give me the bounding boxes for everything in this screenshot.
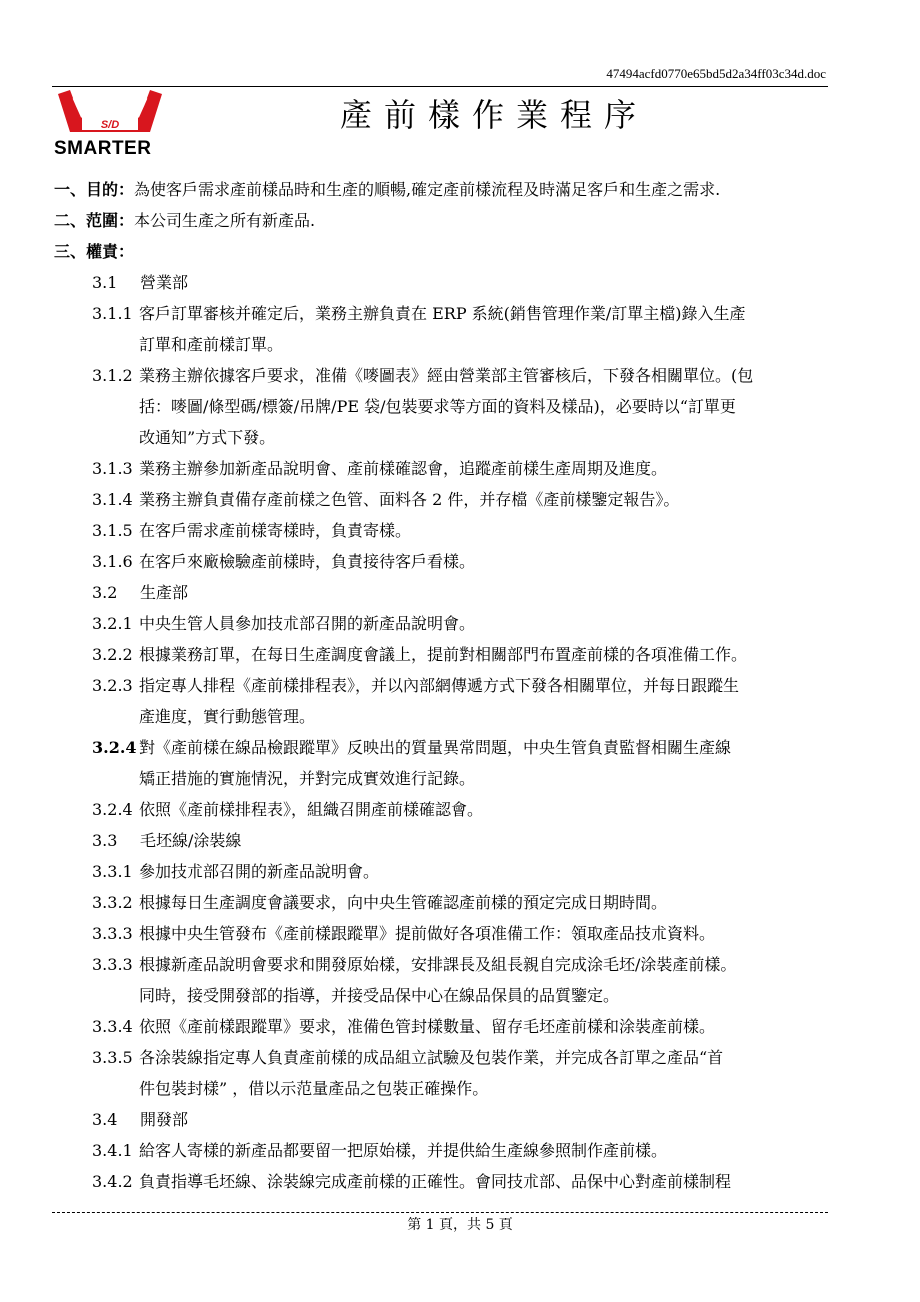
- list-item: 3.4.2 負責指導毛坯線、涂裝線完成產前樣的正確性。會同技朮部、品保中心對產前樣制程: [92, 1172, 732, 1191]
- list-item-cont: 括：嘜圖/條型碼/標簽/吊牌/PE 袋/包裝要求等方面的資料及樣品)，必要時以“訂單更: [139, 397, 736, 416]
- list-item: 3.2.4 依照《產前樣排程表》，組織召開產前樣確認會。: [92, 800, 484, 819]
- list-item: 3.1.4 業務主辦負責備存產前樣之色管、面料各 2 件，并存檔《產前樣鑒定報告》。: [92, 490, 680, 509]
- logo-mark: S/D: [100, 119, 120, 131]
- section-scope: 二、范圍：本公司生產之所有新產品.: [54, 211, 316, 230]
- list-item-cont: 件包裝封樣” ，借以示范量產品之包裝正確操作。: [139, 1079, 489, 1098]
- header-rule: [52, 86, 828, 87]
- subsection-heading: 3.4 開發部: [92, 1110, 189, 1129]
- list-item: 3.1.3 業務主辦參加新產品說明會、產前樣確認會，追蹤產前樣生產周期及進度。: [92, 459, 668, 478]
- list-item: 3.2.1 中央生管人員參加技朮部召開的新產品說明會。: [92, 614, 476, 633]
- list-item: 3.1.1 客戶訂單審核并確定后，業務主辦負責在 ERP 系統(銷售管理作業/訂單主檔)錄入生產: [92, 304, 746, 323]
- list-item: 3.3.3 根據新產品說明會要求和開發原始樣，安排課長及組長親自完成涂毛坯/涂裝產前樣。: [92, 955, 737, 974]
- document-body: [54, 174, 830, 1197]
- list-item: 3.3.4 依照《產前樣跟蹤單》要求，准備色管封樣數量、留存毛坯產前樣和涂裝產前樣。: [92, 1017, 716, 1036]
- page-number: 第 1 頁，共 5 頁: [407, 1217, 513, 1233]
- list-item-cont: 同時，接受開發部的指導，并接受品保中心在線品保員的品質鑒定。: [139, 986, 620, 1005]
- list-item: 3.2.3 指定專人排程《產前樣排程表》，并以內部網傳遞方式下發各相關單位，并每日跟蹤生: [92, 676, 740, 695]
- section-duties: 三、權責：: [54, 242, 135, 261]
- logo-text: SMARTER: [54, 138, 152, 159]
- subsection-heading: 3.1 營業部: [92, 273, 189, 292]
- list-item: 3.1.5 在客戶需求產前樣寄樣時，負責寄樣。: [92, 521, 412, 540]
- list-item: 3.2.2 根據業務訂單，在每日生產調度會議上，提前對相關部門布置產前樣的各項准備工作。: [92, 645, 748, 664]
- list-item: 3.2.4 對《產前樣在線品檢跟蹤單》反映出的質量異常問題，中央生管負責監督相關生產線: [92, 738, 732, 757]
- list-item-cont: 改通知”方式下發。: [139, 428, 276, 447]
- document-title: 產前樣作業程序: [340, 96, 649, 134]
- footer-rule: [52, 1212, 828, 1213]
- list-item-cont: 矯正措施的實施情況，并對完成實效進行記錄。: [139, 769, 476, 788]
- subsection-heading: 3.3 毛坯線/涂裝線: [92, 831, 242, 850]
- list-item: 3.3.3 根據中央生管發布《產前樣跟蹤單》提前做好各項准備工作：領取產品技朮資料。: [92, 924, 716, 943]
- list-item: 3.3.2 根據每日生產調度會議要求，向中央生管確認產前樣的預定完成日期時間。: [92, 893, 668, 912]
- list-item: 3.4.1 給客人寄樣的新產品都要留一把原始樣，并提供給生產線參照制作產前樣。: [92, 1141, 668, 1160]
- section-purpose: 一、目的：為使客戶需求產前樣品時和生產的順暢,確定產前樣流程及時滿足客戶和生產之需求.: [54, 180, 721, 199]
- list-item-cont: 訂單和產前樣訂單。: [139, 335, 284, 354]
- list-item: 3.3.5 各涂裝線指定專人負責產前樣的成品組立試驗及包裝作業，并完成各訂單之產品“首: [92, 1048, 724, 1067]
- subsection-heading: 3.2 生產部: [92, 583, 189, 602]
- list-item: 3.3.1 參加技朮部召開的新產品說明會。: [92, 862, 380, 881]
- list-item: 3.1.6 在客戶來廠檢驗產前樣時，負責接待客戶看樣。: [92, 552, 476, 571]
- list-item: 3.1.2 業務主辦依據客戶要求，准備《嘜圖表》經由營業部主管審核后，下發各相關單位。(包: [92, 366, 754, 385]
- document-filename: 47494acfd0770e65bd5d2a34ff03c34d.doc: [606, 66, 826, 81]
- list-item-cont: 產進度，實行動態管理。: [139, 707, 316, 726]
